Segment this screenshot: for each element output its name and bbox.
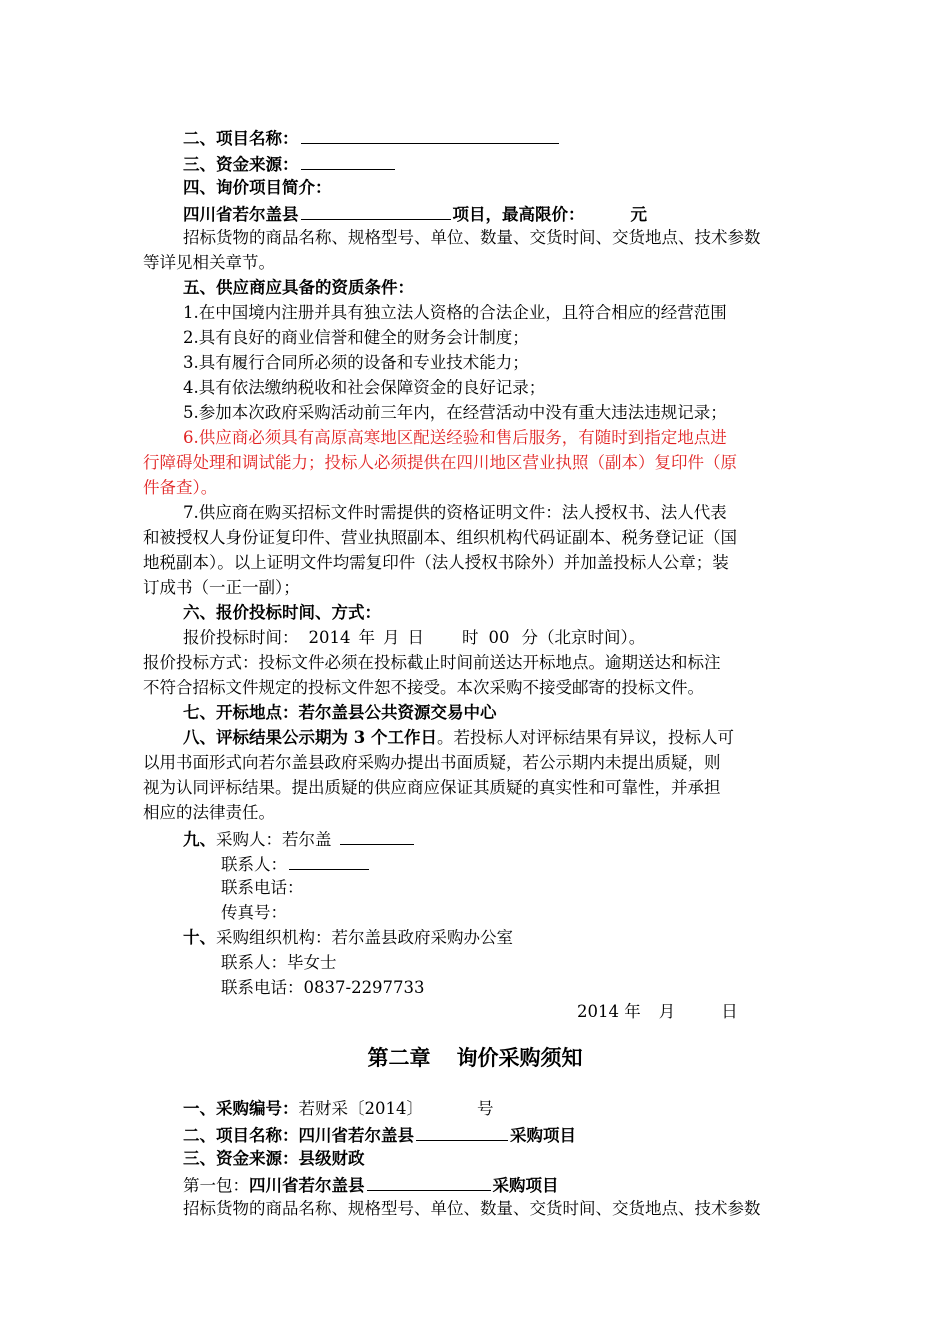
bid-time-line [183,627,645,649]
buyer-blank [340,827,414,845]
bid-method-line-2: 不符合招标文件规定的投标文件恕不接受。本次采购不接受邮寄的投标文件。 [143,678,704,697]
project-name-blank [301,126,559,144]
qualification-item-7-line-4: 订成书（一正一副）； [143,578,300,597]
qualification-item-7-line-1: 7.供应商在购买招标文件时需提供的资格证明文件：法人授权书、法人代表 [183,503,727,522]
section-6-heading: 六、报价投标时间、方式： [183,603,381,622]
section-9-fax: 传真号： [221,903,287,922]
bid-year: 2014 [308,628,351,647]
qualification-item-5: 5.参加本次政府采购活动前三年内，在经营活动中没有重大违法违规记录； [183,403,727,422]
qualification-item-7-line-3: 地税副本）。以上证明文件均需复印件（法人授权书除外）并加盖投标人公章；装 [143,553,729,572]
qualification-item-6-line-1: 6.供应商必须具有高原高寒地区配送经验和售后服务，有随时到指定地点进 [183,428,727,447]
chapter-number: 第二章 [367,1045,431,1070]
section-2-label: 二、项目名称： [183,129,299,148]
signature-date [577,1001,738,1023]
bid-method-line-1: 报价投标方式：投标文件必须在投标截止时间前送达开标地点。逾期送达和标注 [143,653,721,672]
fund-source-blank [301,152,395,170]
procurement-number-value: 若财采〔2014〕 [298,1099,423,1118]
section-9-contact [221,852,371,876]
section-10-org [183,927,513,949]
package-1-county: 四川省若尔盖县 [249,1176,365,1195]
package-1-suffix: 采购项目 [492,1176,559,1195]
date-day: 日 [721,1002,738,1021]
qualification-item-6-line-3: 件备查）。 [143,478,218,497]
chapter-title [0,1044,950,1072]
procurement-number-label: 一、采购编号： [183,1099,299,1118]
qualification-item-1: 1.在中国境内注册并具有独立法人资格的合法企业，且符合相应的经营范围 [183,303,727,322]
chapter2-project-name [183,1123,576,1147]
chapter2-project-suffix: 采购项目 [510,1126,576,1145]
procurement-org: 采购组织机构：若尔盖县政府采购办公室 [216,928,513,947]
section-10-phone: 联系电话：0837-2297733 [221,978,425,997]
section-10-label: 十、 [183,928,216,947]
package-1-label: 第一包： [183,1176,249,1195]
section-8-line-2: 以用书面形式向若尔盖县政府采购办提出书面质疑，若公示期内未提出质疑，则 [143,753,721,772]
buyer-contact-blank [289,852,369,870]
qualification-item-4: 4.具有依法缴纳税收和社会保障资金的良好记录； [183,378,546,397]
qualification-item-6-line-2: 行障碍处理和调试能力；投标人必须提供在四川地区营业执照（副本）复印件（原 [143,453,737,472]
section-9-label: 九、 [183,830,216,849]
chapter2-desc-line: 招标货物的商品名称、规格型号、单位、数量、交货时间、交货地点、技术参数 [183,1199,761,1218]
section-4-desc-line-1: 招标货物的商品名称、规格型号、单位、数量、交货时间、交货地点、技术参数 [183,228,761,247]
date-month: 月 [658,1002,676,1021]
bid-minute-value: 00 [488,628,510,647]
date-year: 2014 年 [577,1002,641,1021]
section-2-project-name [183,126,561,150]
section-5-heading: 五、供应商应具备的资质条件： [183,278,414,297]
buyer-contact-label: 联系人： [221,855,287,874]
chapter-name: 询价采购须知 [456,1045,583,1070]
section-8-line-1 [183,727,734,749]
section-10-contact: 联系人：毕女士 [221,953,337,972]
section-8-line-3: 视为认同评标结果。提出质疑的供应商应保证其质疑的真实性和可靠性，并承担 [143,778,721,797]
section-4-heading: 四、询价项目简介： [183,178,332,197]
section-9-phone: 联系电话： [221,878,304,897]
section-7-opening-location: 七、开标地点：若尔盖县公共资源交易中心 [183,703,497,722]
chapter2-project-label: 二、项目名称：四川省若尔盖县 [183,1126,414,1145]
currency-unit: 元 [630,205,647,224]
section-4-project-line [183,202,647,226]
package-1-blank [367,1173,491,1191]
bid-year-unit: 年 [358,628,375,647]
buyer-label: 采购人：若尔盖 [216,830,332,849]
bid-hour: 时 [462,628,479,647]
section-4-desc-line-2: 等详见相关章节。 [143,253,275,272]
county-name: 四川省若尔盖县 [183,205,299,224]
bid-time-label: 报价投标时间： [183,628,299,647]
qualification-item-7-line-2: 和被授权人身份证复印件、营业执照副本、组织机构代码证副本、税务登记证（国 [143,528,737,547]
procurement-number-suffix: 号 [477,1099,494,1118]
procurement-number [183,1098,494,1120]
chapter2-project-blank [416,1123,508,1141]
section-8-label: 八、评标结果公示期为 3 个工作日 [183,728,437,747]
section-8-text-first: 。若投标人对评标结果有异议，投标人可 [436,728,734,747]
max-price-label: 项目，最高限价： [452,205,585,224]
chapter2-fund-source: 三、资金来源：县级财政 [183,1149,365,1168]
section-9-buyer [183,827,416,851]
section-3-label: 三、资金来源： [183,155,299,174]
project-blank [301,202,451,220]
bid-day: 日 [407,628,424,647]
bid-month: 月 [383,628,400,647]
qualification-item-3: 3.具有履行合同所必须的设备和专业技术能力； [183,353,529,372]
section-3-fund-source [183,152,397,176]
package-1-line [183,1173,559,1197]
bid-minute: 分（北京时间）。 [521,628,646,647]
section-8-line-4: 相应的法律责任。 [143,803,275,822]
qualification-item-2: 2.具有良好的商业信誉和健全的财务会计制度； [183,328,529,347]
